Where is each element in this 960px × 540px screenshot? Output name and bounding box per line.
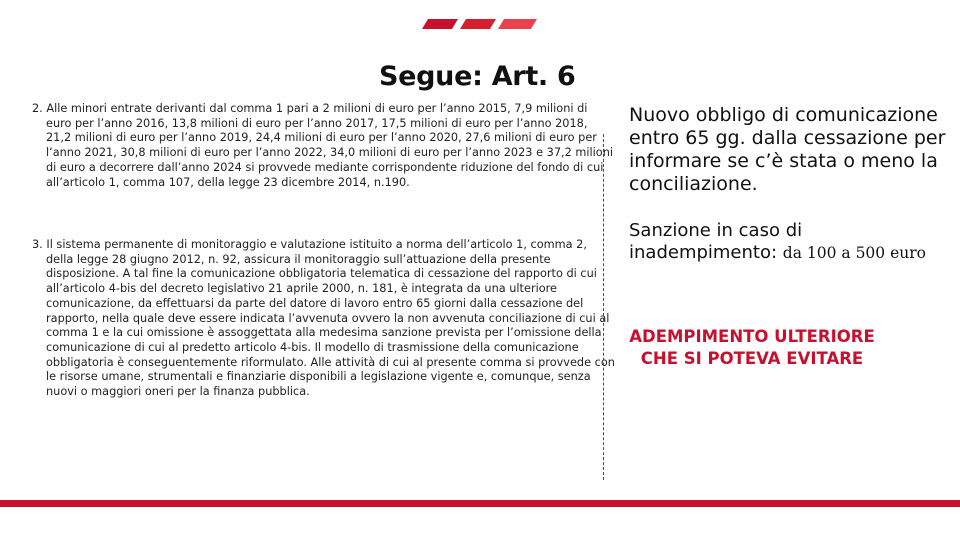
article-paragraph-2: 2. Alle minori entrate derivanti dal comma 1 pari a 2 milioni di euro per l’anno 2015, 7,9 milioni di euro per l’anno 2016, 13,8 milioni di euro per l’anno 2017, 17,5 milioni di euro per l’anno 2018, 21,2 milioni di euro per l’anno 2019, 24,4 milioni di euro per l’anno 2020, 27,6 milioni di euro per l’anno 2021, 30,8 milioni di euro per l’anno 2022, 34,0 milioni di euro per l’anno 2023 e 37,2 milioni di euro a decorrere dall’anno 2024 si provvede mediante corrispondente riduzione del fondo di cui all’articolo 1, comma 107, della legge 23 dicembre 2014, n.190. [32,102,614,189]
logo-stripe-3 [498,19,537,29]
slide-title: Segue: Art. 6 [379,61,576,92]
highlight-callout: ADEMPIMENTO ULTERIORE CHE SI POTEVA EVITARE [629,327,875,368]
red-stripes-logo-icon [422,19,537,29]
bottom-accent-bar [0,500,960,507]
sanction-label: Sanzione in caso di inadempimento: [629,220,803,263]
sanction-note [629,220,949,264]
dashed-divider [603,134,604,480]
logo-stripe-2 [460,19,496,29]
article-paragraph-3: 3. Il sistema permanente di monitoraggio e valutazione istituito a norma dell’articolo 1, comma 2, della legge 28 giugno 2012, n. 92, assicura il monitoraggio sull’attuazione della presente disposizione. A tal fine la comunicazione obbligatoria telematica di cessazione del rapporto di cui all’articolo 4-bis del decreto legislativo 21 aprile 2000, n. 181, è integrata da una ulteriore comunicazione, da effettuarsi da parte del datore di lavoro entro 65 giorni dalla cessazione del rapporto, nella quale deve essere indicata l’avvenuta ovvero la non avvenuta conciliazione di cui al comma 1 e la cui omissione è assoggettata alla medesima sanzione prevista per l’omissione della comunicazione di cui al predetto articolo 4-bis. Il modello di trasmissione della comunicazione obbligatoria è conseguentemente riformulato. Alle attività di cui al presente comma si provvede con le risorse umane, strumentali e finanziarie disponibili a legislazione vigente e, comunque, senza nuovi o maggiori oneri per la finanza pubblica. [32,238,615,399]
obligation-note: Nuovo obbligo di comunicazione entro 65 gg. dalla cessazione per informare se c’è stata o meno la conciliazione. [629,104,946,195]
sanction-amount: da 100 a 500 euro [782,244,926,262]
logo-stripe-1 [422,19,458,29]
